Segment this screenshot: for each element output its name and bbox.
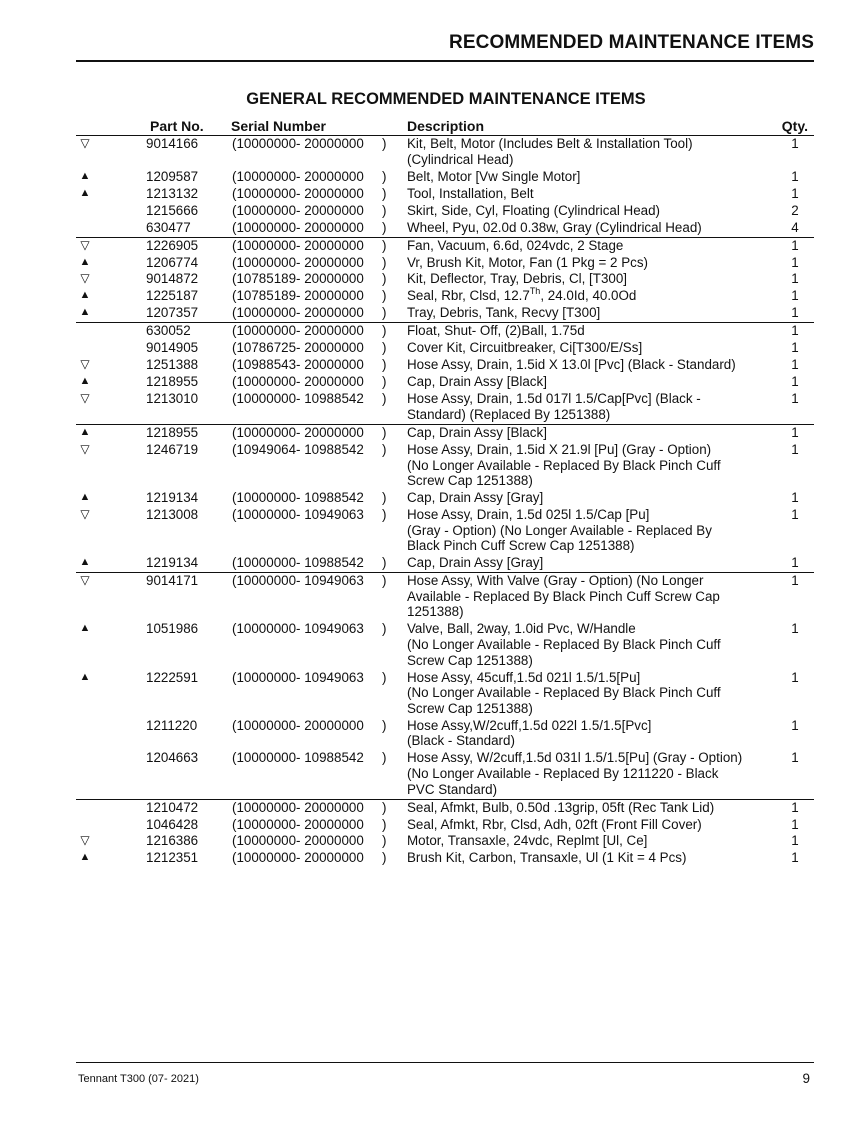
description-line: Vr, Brush Kit, Motor, Fan (1 Pkg = 2 Pcs): [407, 254, 648, 270]
serial-number: (10000000- 10949063: [232, 621, 364, 637]
hollow-triangle-icon: ▽: [80, 833, 90, 848]
quantity: 1: [791, 490, 799, 506]
serial-number: (10000000- 20000000: [232, 374, 364, 390]
part-number: 9014905: [146, 340, 199, 356]
description: [407, 271, 779, 287]
serial-paren: ): [382, 799, 387, 815]
serial-paren: ): [382, 669, 387, 685]
part-number: 630477: [146, 219, 191, 235]
serial-paren: ): [382, 340, 387, 356]
description-line: Tray, Debris, Tank, Recvy [T300]: [407, 305, 601, 321]
quantity: 1: [791, 573, 799, 589]
description-line: Kit, Deflector, Tray, Debris, Cl, [T300]: [407, 271, 628, 287]
part-number: 1222591: [146, 669, 199, 685]
description-line: Cover Kit, Circuitbreaker, Ci[T300/E/Ss]: [407, 340, 643, 356]
serial-paren: ): [382, 374, 387, 390]
table-row: [76, 220, 814, 238]
description: [407, 357, 779, 373]
description-line: Seal, Afmkt, Rbr, Clsd, Adh, 02ft (Front Fill Cover): [407, 816, 702, 832]
quantity: 1: [791, 717, 799, 733]
description-line: Brush Kit, Carbon, Transaxle, Ul (1 Kit = 4 Pcs): [407, 850, 687, 866]
quantity: 1: [791, 254, 799, 270]
serial-number: (10000000- 20000000: [232, 136, 364, 151]
table-row: [76, 357, 814, 374]
description-line: Cap, Drain Assy [Black]: [407, 374, 547, 390]
filled-triangle-icon: ▲: [79, 670, 91, 683]
quantity: 1: [791, 237, 799, 253]
description-line: Hose Assy, With Valve (Gray - Option) (No Longer: [407, 573, 704, 589]
part-number: 1216386: [146, 833, 199, 849]
serial-number: (10000000- 10988542: [232, 555, 364, 571]
hollow-triangle-icon: ▽: [80, 507, 90, 522]
description: [407, 833, 779, 849]
table-row: [76, 391, 814, 425]
serial-paren: ): [382, 490, 387, 506]
quantity: 1: [791, 555, 799, 571]
part-number: 1204663: [146, 750, 199, 766]
description-line: (No Longer Available - Replaced By Black Pinch Cuff: [407, 685, 721, 701]
description-line: Screw Cap 1251388): [407, 473, 533, 489]
page-number: 9: [802, 1071, 810, 1086]
serial-number: (10000000- 20000000: [232, 219, 364, 235]
filled-triangle-icon: ▲: [79, 851, 91, 864]
table-row: [76, 850, 814, 867]
serial-paren: ): [382, 621, 387, 637]
serial-number: (10000000- 10988542: [232, 391, 364, 407]
table-row: [76, 555, 814, 573]
description-line: Hose Assy, W/2cuff,1.5d 031l 1.5/1.5[Pu] (Gray - Option): [407, 750, 743, 766]
serial-number: (10000000- 20000000: [232, 185, 364, 201]
description: [407, 340, 779, 356]
table-row: [76, 750, 814, 799]
part-number: 1206774: [146, 254, 199, 270]
filled-triangle-icon: ▲: [79, 556, 91, 569]
serial-paren: ): [382, 185, 387, 201]
description: [407, 203, 779, 219]
description: [407, 425, 779, 441]
description: [407, 136, 779, 167]
serial-number: (10949064- 10988542: [232, 441, 364, 457]
hollow-triangle-icon: ▽: [80, 357, 90, 372]
table-row: [76, 203, 814, 220]
serial-paren: ): [382, 833, 387, 849]
description: [407, 374, 779, 390]
description-line: Tool, Installation, Belt: [407, 185, 534, 201]
table-row: [76, 718, 814, 751]
part-number: 9014166: [146, 136, 199, 151]
quantity: 1: [791, 424, 799, 440]
description: [407, 621, 779, 668]
quantity: 1: [791, 621, 799, 637]
filled-triangle-icon: ▲: [79, 186, 91, 199]
hollow-triangle-icon: ▽: [80, 136, 90, 150]
serial-paren: ): [382, 573, 387, 589]
description-line: Belt, Motor [Vw Single Motor]: [407, 168, 581, 184]
serial-paren: ): [382, 136, 387, 151]
serial-number: (10000000- 20000000: [232, 833, 364, 849]
description-line: Motor, Transaxle, 24vdc, Replmt [Ul, Ce]: [407, 833, 648, 849]
part-number: 1219134: [146, 490, 199, 506]
quantity: 1: [791, 374, 799, 390]
description-line: Screw Cap 1251388): [407, 652, 533, 668]
serial-paren: ): [382, 717, 387, 733]
description-line: Available - Replaced By Black Pinch Cuff Screw Cap: [407, 588, 720, 604]
quantity: 4: [791, 219, 799, 235]
table-row: [76, 323, 814, 340]
description-line: PVC Standard): [407, 781, 498, 797]
description: [407, 555, 779, 571]
page-title: RECOMMENDED MAINTENANCE ITEMS: [449, 32, 814, 53]
serial-paren: ): [382, 323, 387, 339]
serial-number: (10000000- 20000000: [232, 799, 364, 815]
table-row: [76, 573, 814, 621]
table-row: [76, 255, 814, 272]
document-id: Tennant T300 (07- 2021): [78, 1073, 199, 1085]
filled-triangle-icon: ▲: [79, 289, 91, 302]
serial-number: (10000000- 20000000: [232, 816, 364, 832]
quantity: 1: [791, 136, 799, 151]
page-footer: [76, 1062, 814, 1086]
description-line: (Black - Standard): [407, 733, 515, 749]
description-line: Black Pinch Cuff Screw Cap 1251388): [407, 538, 635, 554]
page-header: [76, 30, 814, 62]
table-row: [76, 490, 814, 507]
table-row: [76, 507, 814, 555]
description-line: Hose Assy, Drain, 1.5d 025l 1.5/Cap [Pu]: [407, 507, 650, 523]
description: [407, 323, 779, 339]
part-number: 1218955: [146, 424, 199, 440]
description-line: Hose Assy,W/2cuff,1.5d 022l 1.5/1.5[Pvc]: [407, 717, 652, 733]
description: [407, 169, 779, 185]
table-row: [76, 238, 814, 255]
description: [407, 255, 779, 271]
quantity: 1: [791, 391, 799, 407]
serial-number: (10000000- 20000000: [232, 717, 364, 733]
part-number: 1218955: [146, 374, 199, 390]
part-number: 1251388: [146, 357, 199, 373]
filled-triangle-icon: ▲: [79, 375, 91, 388]
quantity: 1: [791, 168, 799, 184]
serial-number: (10000000- 20000000: [232, 237, 364, 253]
section-title: GENERAL RECOMMENDED MAINTENANCE ITEMS: [246, 90, 646, 108]
quantity: 1: [791, 323, 799, 339]
quantity: 1: [791, 850, 799, 866]
serial-paren: ): [382, 555, 387, 571]
description-line: (Cylindrical Head): [407, 151, 514, 167]
quantity: 1: [791, 288, 799, 304]
filled-triangle-icon: ▲: [79, 169, 91, 182]
serial-number: (10000000- 20000000: [232, 202, 364, 218]
serial-number: (10000000- 20000000: [232, 850, 364, 866]
filled-triangle-icon: ▲: [79, 255, 91, 268]
quantity: 1: [791, 669, 799, 685]
description-line: Cap, Drain Assy [Gray]: [407, 490, 544, 506]
part-number: 1246719: [146, 441, 199, 457]
serial-paren: ): [382, 305, 387, 321]
description-line: Cap, Drain Assy [Black]: [407, 424, 547, 440]
table-row: [76, 425, 814, 442]
serial-paren: ): [382, 288, 387, 304]
description: [407, 850, 779, 866]
part-number: 1215666: [146, 202, 199, 218]
description: [407, 442, 779, 489]
part-number: 9014171: [146, 573, 199, 589]
col-qty: Qty.: [781, 118, 808, 134]
description: [407, 186, 779, 202]
table-row: [76, 374, 814, 391]
description-line: Standard) (Replaced By 1251388): [407, 406, 611, 422]
description: [407, 220, 779, 236]
parts-table: [76, 118, 814, 867]
description-line: (No Longer Available - Replaced By 1211220 - Black: [407, 765, 719, 781]
serial-paren: ): [382, 254, 387, 270]
description: [407, 288, 779, 304]
quantity: 2: [791, 202, 799, 218]
description-line: Hose Assy, Drain, 1.5id X 13.0l [Pvc] (Black - Standard): [407, 357, 736, 373]
description-line: Hose Assy, Drain, 1.5d 017l 1.5/Cap[Pvc] (Black -: [407, 391, 701, 407]
description-line: Float, Shut- Off, (2)Ball, 1.75d: [407, 323, 585, 339]
serial-paren: ): [382, 271, 387, 287]
description-line: Seal, Rbr, Clsd, 12.7Th, 24.0Id, 40.0Od: [407, 286, 637, 304]
serial-paren: ): [382, 357, 387, 373]
description: [407, 507, 779, 554]
col-serial-number: Serial Number: [231, 118, 326, 134]
col-description: Description: [407, 118, 485, 134]
description: [407, 670, 779, 717]
serial-paren: ): [382, 424, 387, 440]
serial-number: (10785189- 20000000: [232, 271, 364, 287]
table-header: [76, 118, 814, 136]
description: [407, 800, 779, 816]
quantity: 1: [791, 799, 799, 815]
description-line: Kit, Belt, Motor (Includes Belt & Installation Tool): [407, 136, 693, 151]
serial-number: (10000000- 10988542: [232, 490, 364, 506]
description-line: (Gray - Option) (No Longer Available - Replaced By: [407, 522, 712, 538]
quantity: 1: [791, 750, 799, 766]
serial-paren: ): [382, 750, 387, 766]
filled-triangle-icon: ▲: [79, 425, 91, 438]
serial-paren: ): [382, 441, 387, 457]
serial-number: (10000000- 20000000: [232, 168, 364, 184]
table-row: [76, 442, 814, 490]
description-line: (No Longer Available - Replaced By Black Pinch Cuff: [407, 637, 721, 653]
serial-number: (10000000- 20000000: [232, 424, 364, 440]
hollow-triangle-icon: ▽: [80, 271, 90, 286]
quantity: 1: [791, 305, 799, 321]
description-line: Screw Cap 1251388): [407, 700, 533, 716]
table-row: [76, 833, 814, 850]
table-row: [76, 186, 814, 203]
serial-paren: ): [382, 816, 387, 832]
description-line: Valve, Ball, 2way, 1.0id Pvc, W/Handle: [407, 621, 636, 637]
description: [407, 391, 779, 422]
serial-paren: ): [382, 202, 387, 218]
description-line: Skirt, Side, Cyl, Floating (Cylindrical Head): [407, 202, 661, 218]
description-line: Seal, Afmkt, Bulb, 0.50d .13grip, 05ft (Rec Tank Lid): [407, 799, 715, 815]
quantity: 1: [791, 271, 799, 287]
serial-number: (10786725- 20000000: [232, 340, 364, 356]
part-number: 1213010: [146, 391, 199, 407]
description-line: Wheel, Pyu, 02.0d 0.38w, Gray (Cylindrical Head): [407, 219, 702, 235]
description-line: Hose Assy, 45cuff,1.5d 021l 1.5/1.5[Pu]: [407, 669, 641, 685]
serial-paren: ): [382, 391, 387, 407]
part-number: 1212351: [146, 850, 199, 866]
table-row: [76, 621, 814, 669]
table-row: [76, 305, 814, 323]
table-row: [76, 340, 814, 357]
hollow-triangle-icon: ▽: [80, 237, 90, 252]
part-number: 1213008: [146, 507, 199, 523]
serial-number: (10000000- 20000000: [232, 323, 364, 339]
part-number: 1210472: [146, 799, 199, 815]
serial-paren: ): [382, 168, 387, 184]
hollow-triangle-icon: ▽: [80, 391, 90, 406]
description-line: Fan, Vacuum, 6.6d, 024vdc, 2 Stage: [407, 237, 624, 253]
serial-number: (10000000- 10949063: [232, 669, 364, 685]
quantity: 1: [791, 340, 799, 356]
table-row: [76, 288, 814, 305]
hollow-triangle-icon: ▽: [80, 441, 90, 456]
table-row: [76, 169, 814, 186]
quantity: 1: [791, 441, 799, 457]
table-row: [76, 271, 814, 288]
quantity: 1: [791, 833, 799, 849]
serial-number: (10000000- 20000000: [232, 254, 364, 270]
part-number: 1211220: [146, 717, 198, 733]
part-number: 1219134: [146, 555, 199, 571]
filled-triangle-icon: ▲: [79, 622, 91, 635]
table-row: [76, 800, 814, 817]
serial-paren: ): [382, 219, 387, 235]
description: [407, 750, 779, 797]
filled-triangle-icon: ▲: [79, 306, 91, 319]
serial-paren: ): [382, 850, 387, 866]
serial-number: (10000000- 10988542: [232, 750, 364, 766]
description: [407, 573, 779, 620]
table-row: [76, 817, 814, 834]
col-part-no: Part No.: [150, 118, 204, 134]
quantity: 1: [791, 816, 799, 832]
description: [407, 490, 779, 506]
quantity: 1: [791, 185, 799, 201]
part-number: 1225187: [146, 288, 199, 304]
serial-number: (10000000- 10949063: [232, 507, 364, 523]
description-line: Hose Assy, Drain, 1.5id X 21.9l [Pu] (Gray - Option): [407, 441, 712, 457]
description-line: 1251388): [407, 604, 464, 620]
description: [407, 238, 779, 254]
part-number: 9014872: [146, 271, 199, 287]
filled-triangle-icon: ▲: [79, 491, 91, 504]
part-number: 1226905: [146, 237, 199, 253]
description-line: (No Longer Available - Replaced By Black Pinch Cuff: [407, 457, 721, 473]
serial-paren: ): [382, 237, 387, 253]
part-number: 1213132: [146, 185, 199, 201]
table-row: [76, 136, 814, 169]
description: [407, 305, 779, 321]
table-row: [76, 670, 814, 718]
part-number: 1209587: [146, 168, 199, 184]
description: [407, 718, 779, 749]
quantity: 1: [791, 357, 799, 373]
serial-paren: ): [382, 507, 387, 523]
serial-number: (10988543- 20000000: [232, 357, 364, 373]
part-number: 1207357: [146, 305, 199, 321]
description-line: Cap, Drain Assy [Gray]: [407, 555, 544, 571]
description: [407, 817, 779, 833]
serial-number: (10000000- 20000000: [232, 305, 364, 321]
hollow-triangle-icon: ▽: [80, 573, 90, 588]
part-number: 1046428: [146, 816, 199, 832]
table-body: [76, 136, 814, 867]
serial-number: (10785189- 20000000: [232, 288, 364, 304]
part-number: 1051986: [146, 621, 199, 637]
part-number: 630052: [146, 323, 191, 339]
serial-number: (10000000- 10949063: [232, 573, 364, 589]
quantity: 1: [791, 507, 799, 523]
